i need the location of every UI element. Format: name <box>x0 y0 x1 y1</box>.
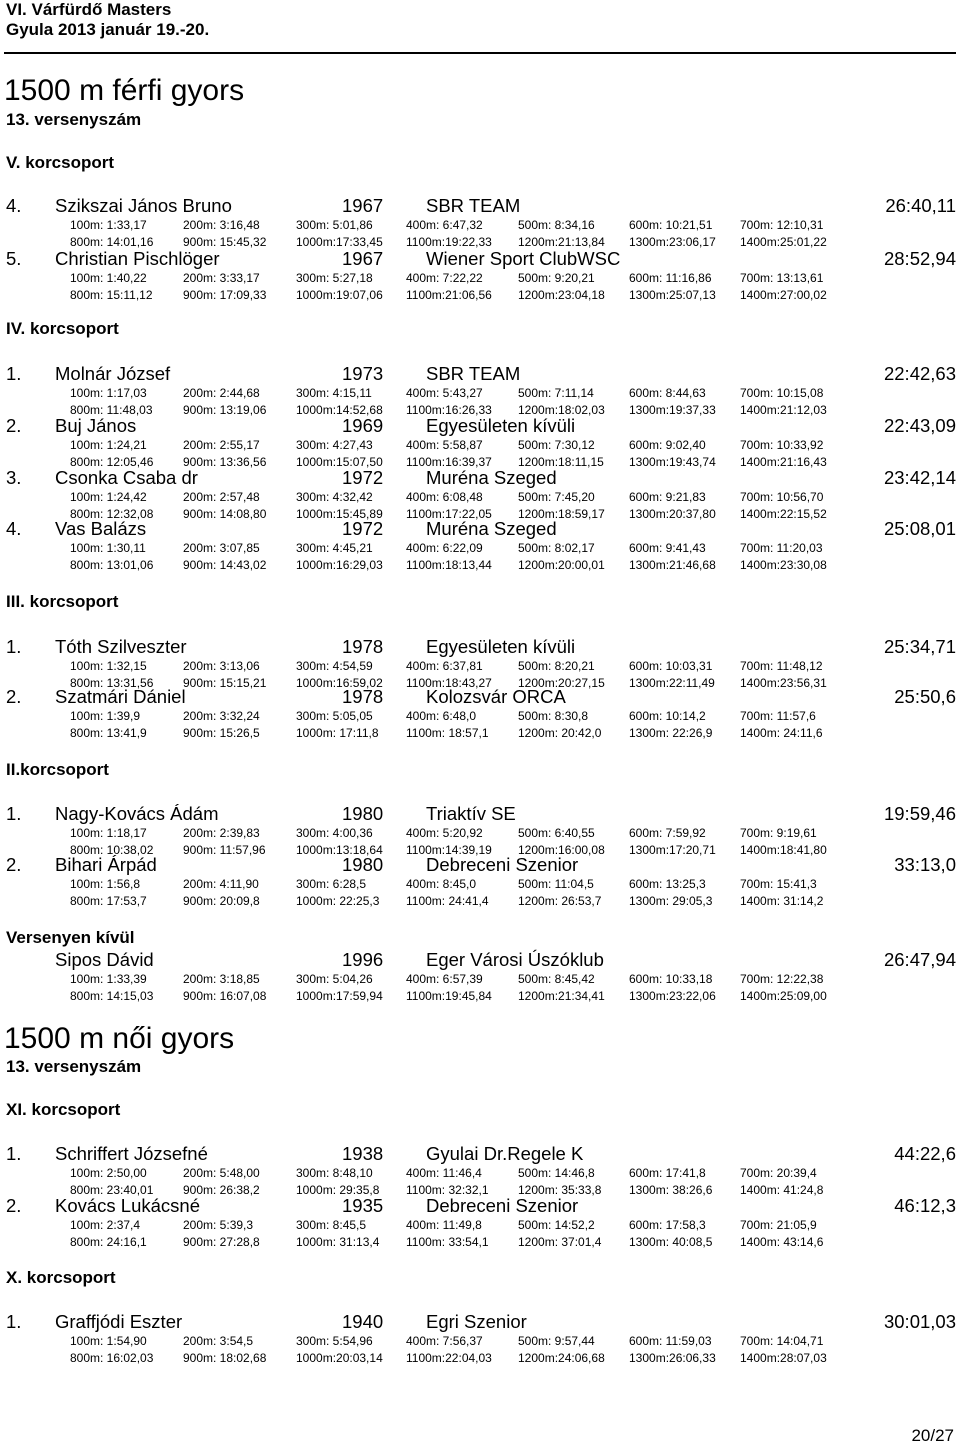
swimmer-name: Buj János <box>55 415 137 436</box>
meet-date: Gyula 2013 január 19.-20. <box>6 20 210 39</box>
group-label: XI. korcsoport <box>6 1100 121 1119</box>
split-time: 100m: 1:33,17 <box>70 218 147 232</box>
split-time: 600m: 11:59,03 <box>629 1334 712 1348</box>
split-time: 400m: 6:08,48 <box>406 490 483 504</box>
place-number: 2. <box>6 1195 22 1216</box>
split-time: 900m: 17:09,33 <box>183 288 267 302</box>
split-time: 1300m:23:22,06 <box>629 989 716 1003</box>
final-time: 28:52,94 <box>883 248 956 269</box>
result-row <box>0 518 960 570</box>
split-time: 1400m: 41:24,8 <box>740 1183 824 1197</box>
split-time: 1100m:21:06,56 <box>406 288 492 302</box>
split-time: 1000m:16:29,03 <box>296 558 383 572</box>
split-time: 1200m: 37:01,4 <box>518 1235 602 1249</box>
split-time: 700m: 20:39,4 <box>740 1166 817 1180</box>
split-time: 1000m:17:33,45 <box>296 235 383 249</box>
split-time: 700m: 10:15,08 <box>740 386 824 400</box>
split-time: 1100m:19:22,33 <box>406 235 492 249</box>
split-time: 1200m:23:04,18 <box>518 288 605 302</box>
split-time: 600m: 17:41,8 <box>629 1166 706 1180</box>
place-number: 5. <box>6 248 22 269</box>
place-number: 2. <box>6 686 22 707</box>
final-time: 30:01,03 <box>883 1311 956 1332</box>
split-time: 100m: 1:24,42 <box>70 490 147 504</box>
split-time: 600m: 10:03,31 <box>629 659 713 673</box>
split-time: 800m: 13:31,56 <box>70 676 154 690</box>
split-time: 1200m:18:02,03 <box>518 403 605 417</box>
split-time: 1100m: 18:57,1 <box>406 726 489 740</box>
club-name: Muréna Szeged <box>426 467 557 488</box>
header-rule <box>4 52 956 54</box>
split-time: 600m: 8:44,63 <box>629 386 706 400</box>
result-row <box>0 415 960 467</box>
split-time: 100m: 1:56,8 <box>70 877 141 891</box>
place-number: 1. <box>6 636 22 657</box>
birth-year: 1940 <box>342 1311 384 1332</box>
split-time: 400m: 11:46,4 <box>406 1166 482 1180</box>
final-time: 25:08,01 <box>883 518 956 539</box>
event-number: 13. versenyszám <box>6 1057 142 1076</box>
split-time: 1400m:28:07,03 <box>740 1351 827 1365</box>
split-time: 1100m:22:04,03 <box>406 1351 492 1365</box>
result-row <box>0 248 960 300</box>
split-time: 1000m:16:59,02 <box>296 676 383 690</box>
result-row <box>0 1195 960 1247</box>
split-time: 100m: 2:37,4 <box>70 1218 141 1232</box>
split-time: 1000m:20:03,14 <box>296 1351 383 1365</box>
split-time: 900m: 11:57,96 <box>183 843 266 857</box>
split-time: 1100m:18:13,44 <box>406 558 492 572</box>
birth-year: 1973 <box>342 363 384 384</box>
split-time: 300m: 4:27,43 <box>296 438 373 452</box>
split-time: 1400m: 43:14,6 <box>740 1235 824 1249</box>
split-time: 900m: 27:28,8 <box>183 1235 260 1249</box>
split-time: 1000m:14:52,68 <box>296 403 383 417</box>
split-time: 200m: 3:07,85 <box>183 541 260 555</box>
split-time: 900m: 13:19,06 <box>183 403 267 417</box>
swimmer-name: Graffjódi Eszter <box>55 1311 183 1332</box>
split-time: 1100m: 32:32,1 <box>406 1183 489 1197</box>
split-time: 1000m: 29:35,8 <box>296 1183 380 1197</box>
final-time: 44:22,6 <box>894 1143 956 1164</box>
group-label: IV. korcsoport <box>6 319 119 338</box>
split-time: 600m: 17:58,3 <box>629 1218 706 1232</box>
swimmer-name: Tóth Szilveszter <box>55 636 187 657</box>
split-time: 800m: 16:02,03 <box>70 1351 154 1365</box>
swimmer-name: Christian Pischlöger <box>55 248 220 269</box>
birth-year: 1969 <box>342 415 384 436</box>
club-name: Eger Városi Úszóklub <box>426 949 604 970</box>
birth-year: 1938 <box>342 1143 384 1164</box>
result-row <box>0 636 960 688</box>
split-time: 1300m:23:06,17 <box>629 235 716 249</box>
split-time: 1000m:13:18,64 <box>296 843 383 857</box>
split-time: 1100m:16:26,33 <box>406 403 492 417</box>
split-time: 500m: 9:57,44 <box>518 1334 595 1348</box>
split-time: 1200m:18:59,17 <box>518 507 605 521</box>
final-time: 19:59,46 <box>883 803 956 824</box>
split-time: 100m: 1:39,9 <box>70 709 141 723</box>
place-number: 3. <box>6 467 22 488</box>
birth-year: 1967 <box>342 195 384 216</box>
club-name: Muréna Szeged <box>426 518 557 539</box>
split-time: 100m: 1:32,15 <box>70 659 147 673</box>
split-time: 800m: 14:01,16 <box>70 235 154 249</box>
split-time: 900m: 20:09,8 <box>183 894 260 908</box>
result-row <box>0 686 960 738</box>
split-time: 100m: 1:30,11 <box>70 541 146 555</box>
split-time: 700m: 13:13,61 <box>740 271 824 285</box>
place-number: 1. <box>6 1311 22 1332</box>
split-time: 500m: 6:40,55 <box>518 826 595 840</box>
club-name: Debreceni Szenior <box>426 1195 579 1216</box>
place-number: 4. <box>6 518 22 539</box>
club-name: Egyesületen kívüli <box>426 636 576 657</box>
place-number: 2. <box>6 415 22 436</box>
split-time: 1300m: 38:26,6 <box>629 1183 713 1197</box>
split-time: 700m: 14:04,71 <box>740 1334 824 1348</box>
swimmer-name: Nagy-Kovács Ádám <box>55 803 219 824</box>
split-time: 800m: 11:48,03 <box>70 403 153 417</box>
group-label: II.korcsoport <box>6 760 109 779</box>
split-time: 700m: 11:57,6 <box>740 709 816 723</box>
split-time: 800m: 10:38,02 <box>70 843 154 857</box>
result-row <box>0 1143 960 1195</box>
final-time: 26:40,11 <box>885 195 956 216</box>
split-time: 500m: 9:20,21 <box>518 271 595 285</box>
split-time: 200m: 2:57,48 <box>183 490 260 504</box>
split-time: 400m: 6:37,81 <box>406 659 483 673</box>
split-time: 200m: 2:39,83 <box>183 826 260 840</box>
split-time: 1200m:18:11,15 <box>518 455 604 469</box>
split-time: 200m: 3:18,85 <box>183 972 260 986</box>
result-row <box>0 803 960 855</box>
split-time: 400m: 6:22,09 <box>406 541 483 555</box>
split-time: 300m: 5:54,96 <box>296 1334 373 1348</box>
split-time: 600m: 9:41,43 <box>629 541 706 555</box>
split-time: 400m: 7:22,22 <box>406 271 483 285</box>
final-time: 25:50,6 <box>894 686 956 707</box>
birth-year: 1967 <box>342 248 384 269</box>
split-time: 100m: 1:24,21 <box>70 438 147 452</box>
split-time: 300m: 5:04,26 <box>296 972 373 986</box>
split-time: 500m: 7:11,14 <box>518 386 594 400</box>
place-number: 4. <box>6 195 22 216</box>
swimmer-name: Sipos Dávid <box>55 949 154 970</box>
split-time: 1300m: 29:05,3 <box>629 894 713 908</box>
club-name: Wiener Sport ClubWSC <box>426 248 621 269</box>
split-time: 1100m:18:43,27 <box>406 676 492 690</box>
split-time: 500m: 7:30,12 <box>518 438 595 452</box>
split-time: 1100m:19:45,84 <box>406 989 492 1003</box>
split-time: 300m: 4:00,36 <box>296 826 373 840</box>
split-time: 500m: 7:45,20 <box>518 490 595 504</box>
split-time: 200m: 3:32,24 <box>183 709 260 723</box>
club-name: Debreceni Szenior <box>426 854 579 875</box>
final-time: 23:42,14 <box>883 467 956 488</box>
split-time: 100m: 2:50,00 <box>70 1166 147 1180</box>
split-time: 200m: 3:13,06 <box>183 659 260 673</box>
split-time: 400m: 6:48,0 <box>406 709 477 723</box>
group-label: V. korcsoport <box>6 153 115 172</box>
split-time: 1200m:20:00,01 <box>518 558 605 572</box>
split-time: 1400m: 31:14,2 <box>740 894 824 908</box>
split-time: 300m: 5:05,05 <box>296 709 373 723</box>
split-time: 400m: 8:45,0 <box>406 877 477 891</box>
split-time: 100m: 1:18,17 <box>70 826 147 840</box>
birth-year: 1972 <box>342 518 384 539</box>
split-time: 1100m:16:39,37 <box>406 455 492 469</box>
final-time: 46:12,3 <box>894 1195 956 1216</box>
split-time: 800m: 12:32,08 <box>70 507 154 521</box>
birth-year: 1996 <box>342 949 384 970</box>
split-time: 700m: 15:41,3 <box>740 877 817 891</box>
split-time: 1300m:17:20,71 <box>629 843 716 857</box>
split-time: 900m: 15:26,5 <box>183 726 260 740</box>
split-time: 900m: 16:07,08 <box>183 989 267 1003</box>
split-time: 200m: 3:54,5 <box>183 1334 254 1348</box>
split-time: 800m: 17:53,7 <box>70 894 147 908</box>
split-time: 1400m:25:01,22 <box>740 235 827 249</box>
birth-year: 1978 <box>342 686 384 707</box>
split-time: 800m: 14:15,03 <box>70 989 154 1003</box>
split-time: 500m: 8:45,42 <box>518 972 595 986</box>
split-time: 300m: 8:45,5 <box>296 1218 367 1232</box>
event-title: 1500 m női gyors <box>4 1022 235 1055</box>
place-number: 1. <box>6 363 22 384</box>
club-name: SBR TEAM <box>426 195 521 216</box>
place-number: 1. <box>6 803 22 824</box>
club-name: Egyesületen kívüli <box>426 415 576 436</box>
split-time: 200m: 5:48,00 <box>183 1166 260 1180</box>
split-time: 1300m:19:43,74 <box>629 455 716 469</box>
split-time: 1400m:27:00,02 <box>740 288 827 302</box>
result-row <box>0 363 960 415</box>
split-time: 700m: 10:33,92 <box>740 438 824 452</box>
final-time: 22:43,09 <box>883 415 956 436</box>
split-time: 1300m: 22:26,9 <box>629 726 713 740</box>
club-name: Egri Szenior <box>426 1311 527 1332</box>
split-time: 600m: 9:02,40 <box>629 438 706 452</box>
split-time: 400m: 7:56,37 <box>406 1334 483 1348</box>
split-time: 800m: 24:16,1 <box>70 1235 147 1249</box>
split-time: 700m: 12:22,38 <box>740 972 824 986</box>
split-time: 1300m:21:46,68 <box>629 558 716 572</box>
final-time: 22:42,63 <box>883 363 956 384</box>
club-name: Gyulai Dr.Regele K <box>426 1143 584 1164</box>
split-time: 1000m: 22:25,3 <box>296 894 380 908</box>
split-time: 100m: 1:17,03 <box>70 386 147 400</box>
birth-year: 1935 <box>342 1195 384 1216</box>
split-time: 900m: 15:15,21 <box>183 676 267 690</box>
split-time: 800m: 23:40,01 <box>70 1183 154 1197</box>
split-time: 1300m:25:07,13 <box>629 288 716 302</box>
meet-title: VI. Várfürdő Masters <box>6 0 172 19</box>
split-time: 300m: 4:45,21 <box>296 541 373 555</box>
split-time: 1400m:18:41,80 <box>740 843 827 857</box>
split-time: 1000m: 31:13,4 <box>296 1235 380 1249</box>
split-time: 1400m:23:56,31 <box>740 676 827 690</box>
split-time: 700m: 10:56,70 <box>740 490 824 504</box>
split-time: 500m: 8:02,17 <box>518 541 595 555</box>
split-time: 200m: 2:55,17 <box>183 438 260 452</box>
final-time: 33:13,0 <box>894 854 956 875</box>
split-time: 1300m:19:37,33 <box>629 403 716 417</box>
split-time: 1200m: 26:53,7 <box>518 894 602 908</box>
swimmer-name: Vas Balázs <box>55 518 147 539</box>
page-number: 20/27 <box>911 1426 954 1445</box>
split-time: 400m: 6:47,32 <box>406 218 483 232</box>
split-time: 100m: 1:33,39 <box>70 972 147 986</box>
split-time: 1000m:15:45,89 <box>296 507 383 521</box>
split-time: 1100m:14:39,19 <box>406 843 492 857</box>
split-time: 500m: 8:20,21 <box>518 659 595 673</box>
split-time: 300m: 4:32,42 <box>296 490 373 504</box>
event-number: 13. versenyszám <box>6 110 142 129</box>
split-time: 200m: 4:11,90 <box>183 877 259 891</box>
split-time: 1400m:22:15,52 <box>740 507 827 521</box>
split-time: 800m: 12:05,46 <box>70 455 154 469</box>
split-time: 1400m: 24:11,6 <box>740 726 823 740</box>
split-time: 400m: 5:43,27 <box>406 386 483 400</box>
split-time: 900m: 26:38,2 <box>183 1183 260 1197</box>
split-time: 300m: 4:15,11 <box>296 386 372 400</box>
swimmer-name: Kovács Lukácsné <box>55 1195 201 1216</box>
split-time: 800m: 13:41,9 <box>70 726 147 740</box>
split-time: 600m: 11:16,86 <box>629 271 712 285</box>
split-time: 1100m:17:22,05 <box>406 507 492 521</box>
split-time: 1300m:26:06,33 <box>629 1351 716 1365</box>
split-time: 1000m:15:07,50 <box>296 455 383 469</box>
split-time: 800m: 13:01,06 <box>70 558 154 572</box>
place-number: 1. <box>6 1143 22 1164</box>
club-name: Kolozsvár ORCA <box>426 686 566 707</box>
split-time: 1400m:21:16,43 <box>740 455 827 469</box>
split-time: 700m: 11:48,12 <box>740 659 823 673</box>
final-time: 25:34,71 <box>883 636 956 657</box>
result-row <box>0 949 960 1001</box>
split-time: 1200m:24:06,68 <box>518 1351 605 1365</box>
split-time: 400m: 11:49,8 <box>406 1218 482 1232</box>
split-time: 200m: 3:16,48 <box>183 218 260 232</box>
split-time: 1400m:23:30,08 <box>740 558 827 572</box>
split-time: 400m: 5:58,87 <box>406 438 483 452</box>
birth-year: 1980 <box>342 803 384 824</box>
split-time: 600m: 7:59,92 <box>629 826 706 840</box>
split-time: 600m: 10:33,18 <box>629 972 713 986</box>
split-time: 100m: 1:40,22 <box>70 271 147 285</box>
split-time: 1200m: 20:42,0 <box>518 726 602 740</box>
split-time: 600m: 10:21,51 <box>629 218 713 232</box>
split-time: 600m: 13:25,3 <box>629 877 706 891</box>
result-row <box>0 1311 960 1363</box>
split-time: 1200m:16:00,08 <box>518 843 605 857</box>
split-time: 300m: 8:48,10 <box>296 1166 373 1180</box>
place-number: 2. <box>6 854 22 875</box>
split-time: 1100m: 24:41,4 <box>406 894 489 908</box>
split-time: 700m: 11:20,03 <box>740 541 823 555</box>
split-time: 400m: 6:57,39 <box>406 972 483 986</box>
split-time: 1300m:22:11,49 <box>629 676 715 690</box>
group-label: III. korcsoport <box>6 592 119 611</box>
split-time: 500m: 14:52,2 <box>518 1218 595 1232</box>
split-time: 1000m: 17:11,8 <box>296 726 379 740</box>
swimmer-name: Molnár József <box>55 363 171 384</box>
split-time: 200m: 5:39,3 <box>183 1218 254 1232</box>
split-time: 900m: 15:45,32 <box>183 235 267 249</box>
group-label: Versenyen kívül <box>6 928 135 947</box>
split-time: 900m: 14:43,02 <box>183 558 267 572</box>
split-time: 1000m:19:07,06 <box>296 288 383 302</box>
split-time: 300m: 5:27,18 <box>296 271 373 285</box>
split-time: 1400m:21:12,03 <box>740 403 827 417</box>
split-time: 1200m:21:34,41 <box>518 989 605 1003</box>
birth-year: 1978 <box>342 636 384 657</box>
club-name: SBR TEAM <box>426 363 521 384</box>
group-label: X. korcsoport <box>6 1268 116 1287</box>
split-time: 600m: 10:14,2 <box>629 709 706 723</box>
split-time: 300m: 5:01,86 <box>296 218 373 232</box>
split-time: 900m: 13:36,56 <box>183 455 267 469</box>
swimmer-name: Szatmári Dániel <box>55 686 186 707</box>
split-time: 800m: 15:11,12 <box>70 288 153 302</box>
split-time: 300m: 4:54,59 <box>296 659 373 673</box>
split-time: 200m: 3:33,17 <box>183 271 260 285</box>
split-time: 700m: 9:19,61 <box>740 826 817 840</box>
split-time: 1200m:21:13,84 <box>518 235 605 249</box>
swimmer-name: Szikszai János Bruno <box>55 195 232 216</box>
split-time: 500m: 11:04,5 <box>518 877 594 891</box>
split-time: 900m: 18:02,68 <box>183 1351 267 1365</box>
split-time: 700m: 12:10,31 <box>740 218 824 232</box>
split-time: 400m: 5:20,92 <box>406 826 483 840</box>
split-time: 1200m:20:27,15 <box>518 676 605 690</box>
split-time: 1300m: 40:08,5 <box>629 1235 713 1249</box>
event-title: 1500 m férfi gyors <box>4 74 245 107</box>
result-row <box>0 854 960 906</box>
birth-year: 1972 <box>342 467 384 488</box>
swimmer-name: Bihari Árpád <box>55 854 157 875</box>
swimmer-name: Schriffert Józsefné <box>55 1143 208 1164</box>
split-time: 900m: 14:08,80 <box>183 507 267 521</box>
result-row <box>0 467 960 519</box>
split-time: 700m: 21:05,9 <box>740 1218 817 1232</box>
final-time: 26:47,94 <box>883 949 956 970</box>
split-time: 100m: 1:54,90 <box>70 1334 147 1348</box>
split-time: 1400m:25:09,00 <box>740 989 827 1003</box>
split-time: 200m: 2:44,68 <box>183 386 260 400</box>
split-time: 1300m:20:37,80 <box>629 507 716 521</box>
club-name: Triaktív SE <box>426 803 516 824</box>
result-row <box>0 195 960 247</box>
split-time: 300m: 6:28,5 <box>296 877 367 891</box>
split-time: 1100m: 33:54,1 <box>406 1235 489 1249</box>
split-time: 600m: 9:21,83 <box>629 490 706 504</box>
split-time: 1200m: 35:33,8 <box>518 1183 602 1197</box>
split-time: 500m: 14:46,8 <box>518 1166 595 1180</box>
birth-year: 1980 <box>342 854 384 875</box>
split-time: 500m: 8:34,16 <box>518 218 595 232</box>
split-time: 500m: 8:30,8 <box>518 709 589 723</box>
swimmer-name: Csonka Csaba dr <box>55 467 198 488</box>
split-time: 1000m:17:59,94 <box>296 989 383 1003</box>
